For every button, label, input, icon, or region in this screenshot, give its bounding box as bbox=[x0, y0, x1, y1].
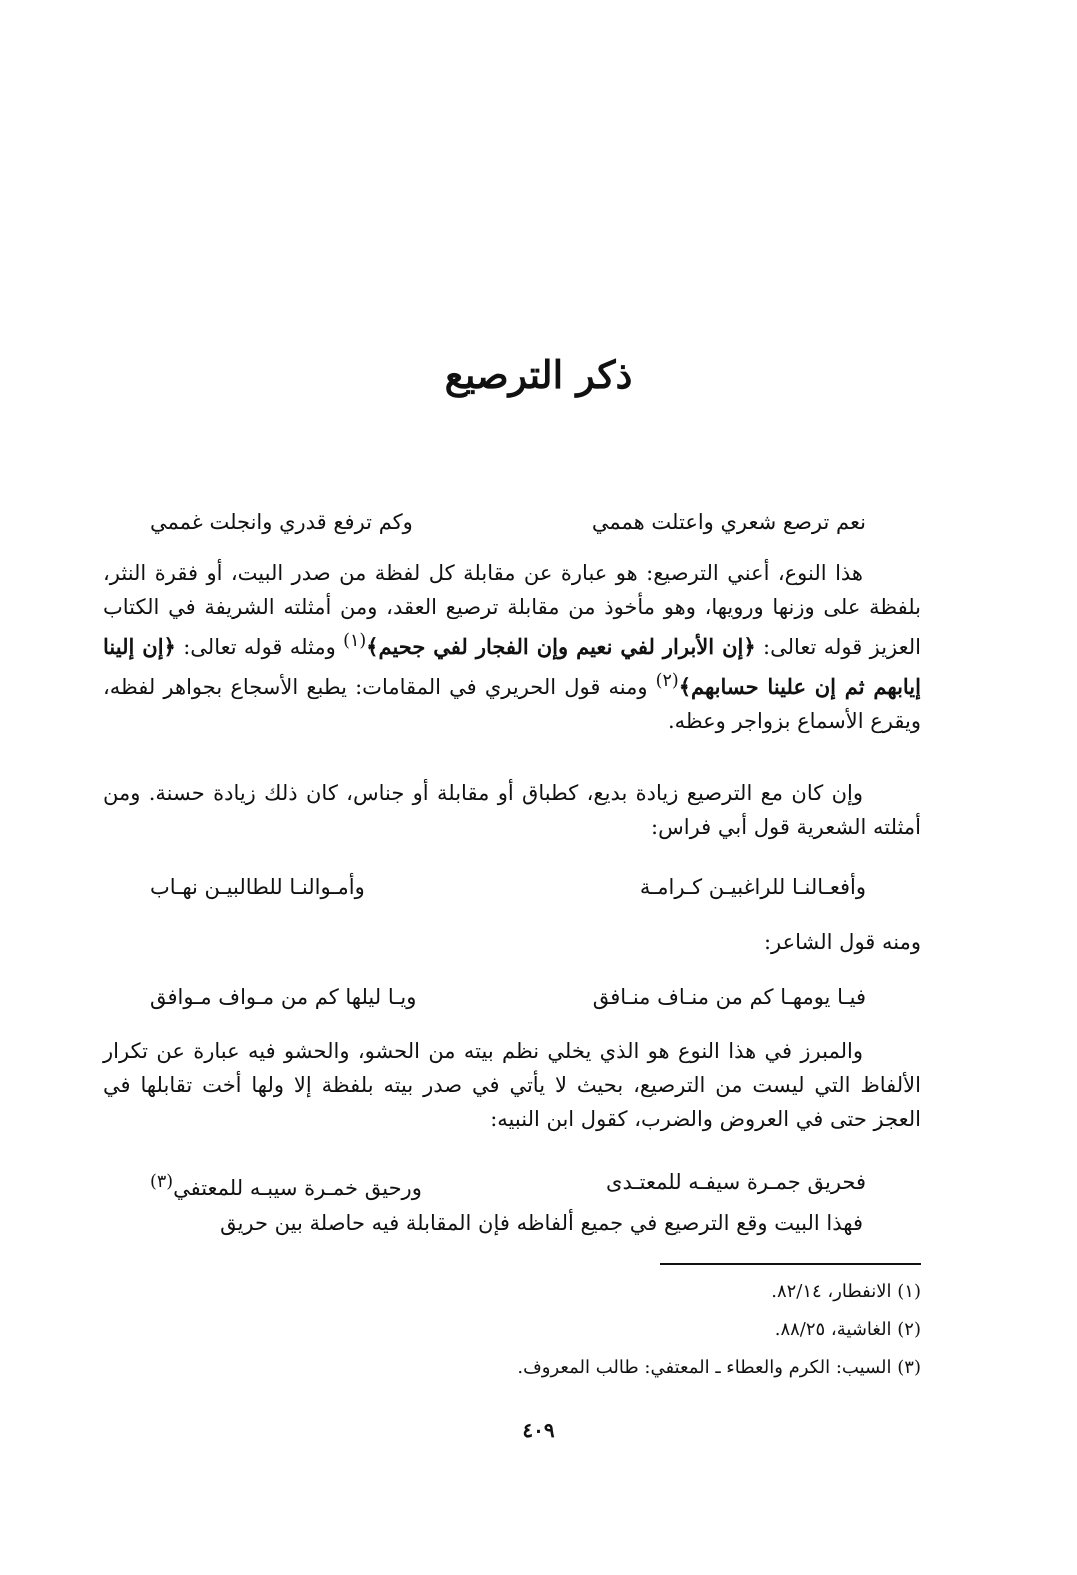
verse-second-hemistich-wrap bbox=[150, 1165, 422, 1205]
verse-line-3 bbox=[150, 980, 866, 1014]
paragraph-analysis: فهذا البيت وقع الترصيع في جميع ألفاظه فإن المقابلة فيه حاصلة بين حريق bbox=[220, 1211, 863, 1235]
paragraph-definition bbox=[103, 556, 921, 738]
paragraph-mastery: والمبرز في هذا النوع هو الذي يخلي نظم بيته من الحشو، والحشو فيه عبارة عن تكرار الألفاظ التي ليست من الترصيع، بحيث لا يأتي في صدر بيته بلفظة إلا ولها أخت تقابلها في العجز حتى في العروض والضرب، كقول ابن النبيه: bbox=[103, 1039, 921, 1131]
verse-line-1 bbox=[150, 505, 866, 539]
footnote-ref-2: (٢) bbox=[655, 671, 679, 691]
paragraph-tail: ومنه قول الحريري في المقامات: يطبع الأسجاع بجواهر لفظه، ويقرع الأسماع بزواجر وعظه. bbox=[103, 675, 921, 733]
quran-quote-1: ﴿إن الأبرار لفي نعيم وإن الفجار لفي جحيم﴾ bbox=[366, 634, 756, 659]
verse-second-hemistich: وأمـوالنـا للطالبيـن نهـاب bbox=[150, 875, 365, 899]
verse-second-hemistich: وكم ترفع قدري وانجلت غممي bbox=[150, 510, 413, 534]
footnote-3: (٣) السيب: الكرم والعطاء ـ المعتفي: طالب المعروف. bbox=[517, 1357, 921, 1378]
footnote-2: (٢) الغاشية، ٨٨/٢٥. bbox=[774, 1319, 921, 1340]
paragraph-additional-ornament: وإن كان مع الترصيع زيادة بديع، كطباق أو مقابلة أو جناس، كان ذلك زيادة حسنة. ومن أمثلته الشعرية قول أبي فراس: bbox=[103, 781, 921, 839]
section-title: ذكر الترصيع bbox=[444, 352, 633, 397]
verse-first-hemistich: فحريق جمـرة سيفـه للمعتـدى bbox=[606, 1170, 866, 1194]
paragraph-lead: هذا النوع، أعني الترصيع: هو عبارة عن مقابلة كل لفظة من صدر البيت، أو فقرة النثر، بلفظة على وزنها ورويها، وهو مأخوذ من مقابلة ترصيع العقد، ومن أمثلته الشريفة في الكتاب العزيز قوله تعالى: bbox=[103, 561, 921, 659]
verse-first-hemistich: فيـا يومهـا كم من منـاف منـافق bbox=[592, 985, 866, 1009]
footnote-ref-3: (٣) bbox=[150, 1172, 174, 1192]
verse-first-hemistich: نعم ترصع شعري واعتلت هممي bbox=[591, 510, 866, 534]
footnote-1: (١) الانفطار، ٨٢/١٤. bbox=[771, 1281, 921, 1302]
verse-second-hemistich: ويـا ليلها كم من مـواف مـوافق bbox=[150, 985, 417, 1009]
verse-first-hemistich: وأفعـالنـا للراغبيـن كـرامـة bbox=[639, 875, 866, 899]
footnote-divider bbox=[660, 1263, 921, 1265]
paragraph-poet-intro: ومنه قول الشاعر: bbox=[763, 930, 921, 954]
verse-line-4 bbox=[150, 1165, 866, 1205]
page-number: ٤٠٩ bbox=[522, 1418, 555, 1442]
footnote-ref-1: (١) bbox=[343, 631, 367, 651]
paragraph-mid: ومثله قوله تعالى: bbox=[183, 635, 336, 659]
verse-second-hemistich: ورحيق خمـرة سيبـه للمعتفي bbox=[173, 1176, 422, 1200]
quran-quote-2: ﴿إن إلينا إيابهم ثم إن علينا حسابهم﴾ bbox=[103, 634, 921, 699]
verse-line-2 bbox=[150, 870, 866, 904]
